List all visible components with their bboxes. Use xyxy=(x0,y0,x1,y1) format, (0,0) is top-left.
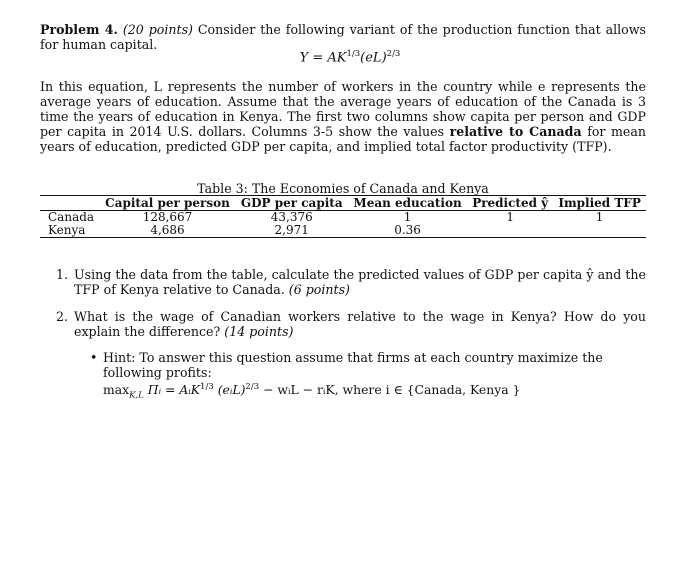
row-gdp: 43,376 xyxy=(270,210,313,224)
hint-formula xyxy=(103,380,646,404)
question-2 xyxy=(56,309,646,339)
header-predicted: Predicted ŷ xyxy=(467,196,553,211)
bullet-icon: • xyxy=(90,350,98,365)
question-number: 2. xyxy=(56,309,69,324)
row-tfp: 1 xyxy=(595,210,604,224)
economies-table xyxy=(40,195,646,238)
table-caption: Table 3: The Economies of Canada and Kenya xyxy=(197,181,489,196)
paragraph-text-2: for mean years of education, predicted GDP per capita, and implied total factor productivity (TFP). xyxy=(40,124,647,154)
row-gdp: 2,971 xyxy=(236,224,348,238)
row-predicted: 1 xyxy=(506,210,514,224)
equation-lhs: Y = AK xyxy=(299,50,347,66)
formula-max: max xyxy=(103,382,130,398)
row-capital: 4,686 xyxy=(100,224,236,238)
row-education: 1 xyxy=(403,210,412,224)
question-text: What is the wage of Canadian workers relative to the wage in Kenya? How do you explain the difference? xyxy=(74,309,646,339)
row-country: Kenya xyxy=(40,224,100,238)
header-tfp: Implied TFP xyxy=(553,196,646,211)
row-tfp xyxy=(553,224,646,238)
paragraph-emphasis: relative to Canada xyxy=(449,124,582,139)
row-capital: 128,667 xyxy=(142,210,193,224)
problem-label: Problem 4. xyxy=(40,22,118,37)
hint-item xyxy=(90,350,646,404)
question-number: 1. xyxy=(56,267,69,282)
row-predicted xyxy=(467,224,553,238)
explanation-paragraph xyxy=(40,79,646,154)
formula-labor-term: (eᵢL) xyxy=(217,382,246,398)
formula-tail: − wᵢL − rᵢK, where i ∈ {Canada, Kenya } xyxy=(263,382,521,398)
equation-exponent-labor: 2/3 xyxy=(386,49,401,59)
row-country: Canada xyxy=(48,210,95,224)
problem-intro-text: Consider the following variant of the production function that allows for human capital. xyxy=(40,22,646,52)
header-capital: Capital per person xyxy=(100,196,236,211)
header-education: Mean education xyxy=(348,196,467,211)
equation-labor-term: (eL) xyxy=(360,50,387,66)
hint-text: Hint: To answer this question assume that firms at each country maximize the following profits: xyxy=(103,350,603,380)
production-equation xyxy=(0,47,700,65)
formula-exponent-labor: 2/3 xyxy=(245,382,260,392)
formula-subscript: K,L xyxy=(129,390,144,401)
problem-points: (20 points) xyxy=(122,22,193,37)
paragraph-text-1: In this equation, L represents the number of workers in the country while e represents the average years of education. Assume that the average years of education of the Canada is 3 time the years of education in Kenya. The first two columns show capita per person and GDP per capita in 2014 U.S. dollars. Columns 3-5 show the values xyxy=(40,79,646,139)
header-empty xyxy=(40,196,100,211)
question-1 xyxy=(56,267,646,297)
table-header-row xyxy=(40,196,646,211)
formula-exponent-capital: 1/3 xyxy=(200,382,214,392)
header-gdp: GDP per capita xyxy=(236,196,348,211)
formula-body: Πᵢ = AᵢK xyxy=(147,382,201,398)
question-points: (6 points) xyxy=(288,282,350,297)
equation-exponent-capital: 1/3 xyxy=(346,49,361,59)
question-points: (14 points) xyxy=(224,324,294,339)
table-row xyxy=(40,211,646,225)
row-education: 0.36 xyxy=(348,224,467,238)
question-text: Using the data from the table, calculate the predicted values of GDP per capita ŷ and the TFP of Kenya relative to Canada. xyxy=(74,267,646,297)
table-row xyxy=(40,224,646,238)
